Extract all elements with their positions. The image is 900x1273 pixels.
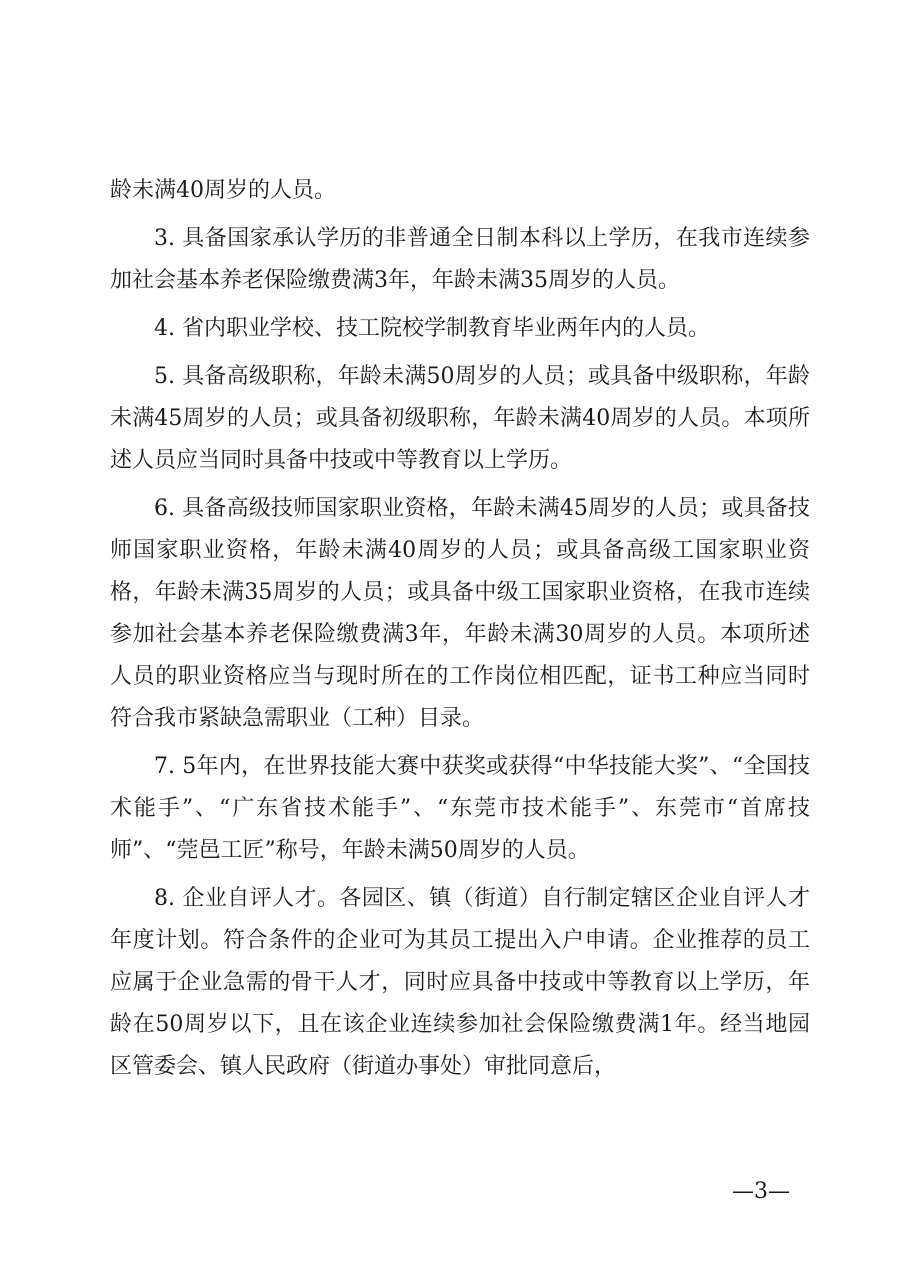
paragraph-item-6: 6. 具备高级技师国家职业资格，年龄未满45周岁的人员；或具备技师国家职业资格，年龄未满40周岁的人员；或具备高级工国家职业资格，年龄未满35周岁的人员；或具备中级工国家职业资格，在我市连续参加社会基本养老保险缴费满3年，年龄未满30周岁的人员。本项所述人员的职业资格应当与现时所在的工作岗位相匹配，证书工种应当同时符合我市紧缺急需职业（工种）目录。 — [110, 496, 810, 731]
paragraph-item-5: 5. 具备高级职称，年龄未满50周岁的人员；或具备中级职称，年龄未满45周岁的人员；或具备初级职称，年龄未满40周岁的人员。本项所述人员应当同时具备中技或中等教育以上学历。 — [110, 364, 810, 473]
paragraph-item-3: 3. 具备国家承认学历的非普通全日制本科以上学历，在我市连续参加社会基本养老保险缴费满3年，年龄未满35周岁的人员。 — [110, 226, 810, 293]
paragraph-item-8: 8. 企业自评人才。各园区、镇（街道）自行制定辖区企业自评人才年度计划。符合条件的企业可为其员工提出入户申请。企业推荐的员工应属于企业急需的骨干人才，同时应具备中技或中等教育以上学历，年龄在50周岁以下，且在该企业连续参加社会保险缴费满1年。经当地园区管委会、镇人民政府（街道办事处）审批同意后， — [110, 886, 810, 1079]
document-body — [110, 170, 810, 1088]
paragraph-item-4: 4. 省内职业学校、技工院校学制教育毕业两年内的人员。 — [154, 316, 710, 341]
paragraph-item-7: 7. 5年内，在世界技能大赛中获奖或获得“中华技能大奖”、“全国技术能手”、“广东省技术能手”、“东莞市技术能手”、东莞市“首席技师”、“莞邑工匠”称号，年龄未满50周岁的人员。 — [110, 754, 810, 863]
page-number: —3— — [732, 1179, 790, 1204]
paragraph-continuation: 龄未满40周岁的人员。 — [110, 178, 336, 203]
